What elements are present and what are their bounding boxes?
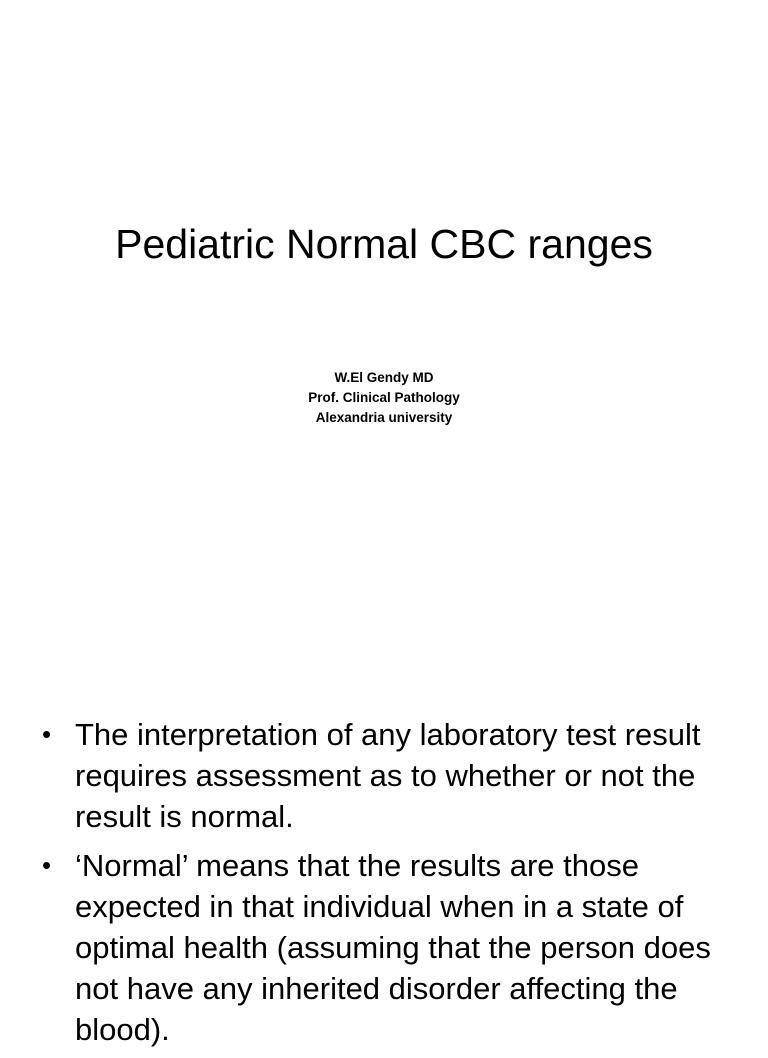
author-block [0,368,768,428]
bullet-item [0,845,768,1050]
author-name: W.El Gendy MD [334,370,434,385]
slide-title: Pediatric Normal CBC ranges [115,221,653,267]
bullet-item [0,714,768,837]
author-position: Prof. Clinical Pathology [308,390,460,405]
bullet-list [0,714,768,1058]
content-slide [0,690,768,1047]
bullet-dot-icon: • [42,719,52,749]
bullet-dot-icon: • [42,850,52,880]
author-institution: Alexandria university [315,410,453,425]
bullet-text: ‘Normal’ means that the results are those expected in that individual when in a state of optimal health (assuming that the person does not have any inherited disorder affecting the blood). [75,848,711,1047]
bullet-text: The interpretation of any laboratory test result requires assessment as to whether or not the result is normal. [75,717,701,834]
